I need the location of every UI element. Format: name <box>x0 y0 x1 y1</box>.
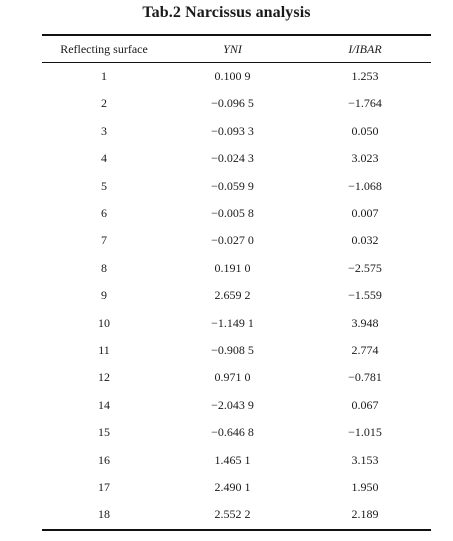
cell-i-ibar: −2.575 <box>348 260 382 275</box>
cell-surface: 15 <box>98 425 110 440</box>
cell-surface: 9 <box>101 288 107 303</box>
cell-surface: 18 <box>98 507 110 522</box>
cell-yni: −0.093 3 <box>211 123 254 138</box>
cell-surface: 3 <box>101 123 107 138</box>
table-row <box>42 90 431 117</box>
table-row <box>42 501 431 528</box>
cell-i-ibar: −1.015 <box>348 425 382 440</box>
table-row <box>42 282 431 309</box>
table-row <box>42 200 431 227</box>
cell-surface: 16 <box>98 452 110 467</box>
cell-i-ibar: −1.068 <box>348 178 382 193</box>
table-title: Tab.2 Narcissus analysis <box>142 4 311 21</box>
cell-yni: 2.552 2 <box>214 507 251 522</box>
cell-surface: 4 <box>101 151 107 166</box>
table-row <box>42 474 431 501</box>
table-row <box>42 447 431 474</box>
cell-yni: 1.465 1 <box>214 452 251 467</box>
bottom-rule <box>42 529 431 531</box>
cell-yni: 2.659 2 <box>214 288 251 303</box>
cell-yni: −0.646 8 <box>211 425 254 440</box>
cell-yni: −0.096 5 <box>211 96 254 111</box>
table-row <box>42 310 431 337</box>
cell-surface: 1 <box>101 69 107 83</box>
table-row <box>42 419 431 446</box>
cell-yni: −0.005 8 <box>211 206 254 220</box>
table-header <box>42 36 431 62</box>
cell-i-ibar: −1.764 <box>348 96 382 111</box>
table-row <box>42 227 431 254</box>
cell-i-ibar: 1.253 <box>351 69 379 83</box>
cell-i-ibar: −1.559 <box>348 288 382 303</box>
table-row <box>42 255 431 282</box>
cell-yni: 2.490 1 <box>214 480 251 494</box>
cell-i-ibar: 2.774 <box>351 343 379 357</box>
table-row <box>42 145 431 172</box>
header-reflecting-surface: Reflecting surface <box>60 42 148 56</box>
table-row <box>42 392 431 419</box>
cell-yni: −1.149 1 <box>211 315 254 330</box>
cell-surface: 7 <box>101 233 107 248</box>
cell-i-ibar: 3.023 <box>351 151 379 166</box>
header-i-ibar: I/IBAR <box>348 42 382 56</box>
cell-yni: 0.191 0 <box>214 260 251 275</box>
cell-yni: −0.027 0 <box>211 233 254 248</box>
cell-i-ibar: −0.781 <box>348 370 382 385</box>
cell-i-ibar: 0.007 <box>351 206 379 220</box>
cell-surface: 12 <box>98 370 110 385</box>
cell-i-ibar: 3.153 <box>351 452 379 467</box>
cell-yni: −0.024 3 <box>211 151 254 166</box>
table-row <box>42 337 431 364</box>
cell-surface: 11 <box>98 343 110 357</box>
cell-yni: 0.100 9 <box>214 69 251 83</box>
cell-i-ibar: 0.032 <box>351 233 379 248</box>
cell-surface: 10 <box>98 315 110 330</box>
table-row <box>42 364 431 391</box>
cell-surface: 8 <box>101 260 107 275</box>
header-yni: YNI <box>223 42 242 56</box>
cell-i-ibar: 0.067 <box>351 397 379 412</box>
cell-yni: 0.971 0 <box>214 370 251 385</box>
cell-yni: −0.908 5 <box>211 343 254 357</box>
cell-i-ibar: 1.950 <box>351 480 379 494</box>
table-row <box>42 118 431 145</box>
table-row <box>42 63 431 90</box>
cell-surface: 2 <box>101 96 107 111</box>
cell-surface: 6 <box>101 206 107 220</box>
cell-yni: −0.059 9 <box>211 178 254 193</box>
cell-surface: 17 <box>98 480 110 494</box>
cell-i-ibar: 0.050 <box>351 123 379 138</box>
cell-i-ibar: 3.948 <box>351 315 379 330</box>
table-row <box>42 173 431 200</box>
cell-surface: 5 <box>101 178 107 193</box>
cell-i-ibar: 2.189 <box>351 507 379 522</box>
cell-yni: −2.043 9 <box>211 397 254 412</box>
cell-surface: 14 <box>98 397 110 412</box>
